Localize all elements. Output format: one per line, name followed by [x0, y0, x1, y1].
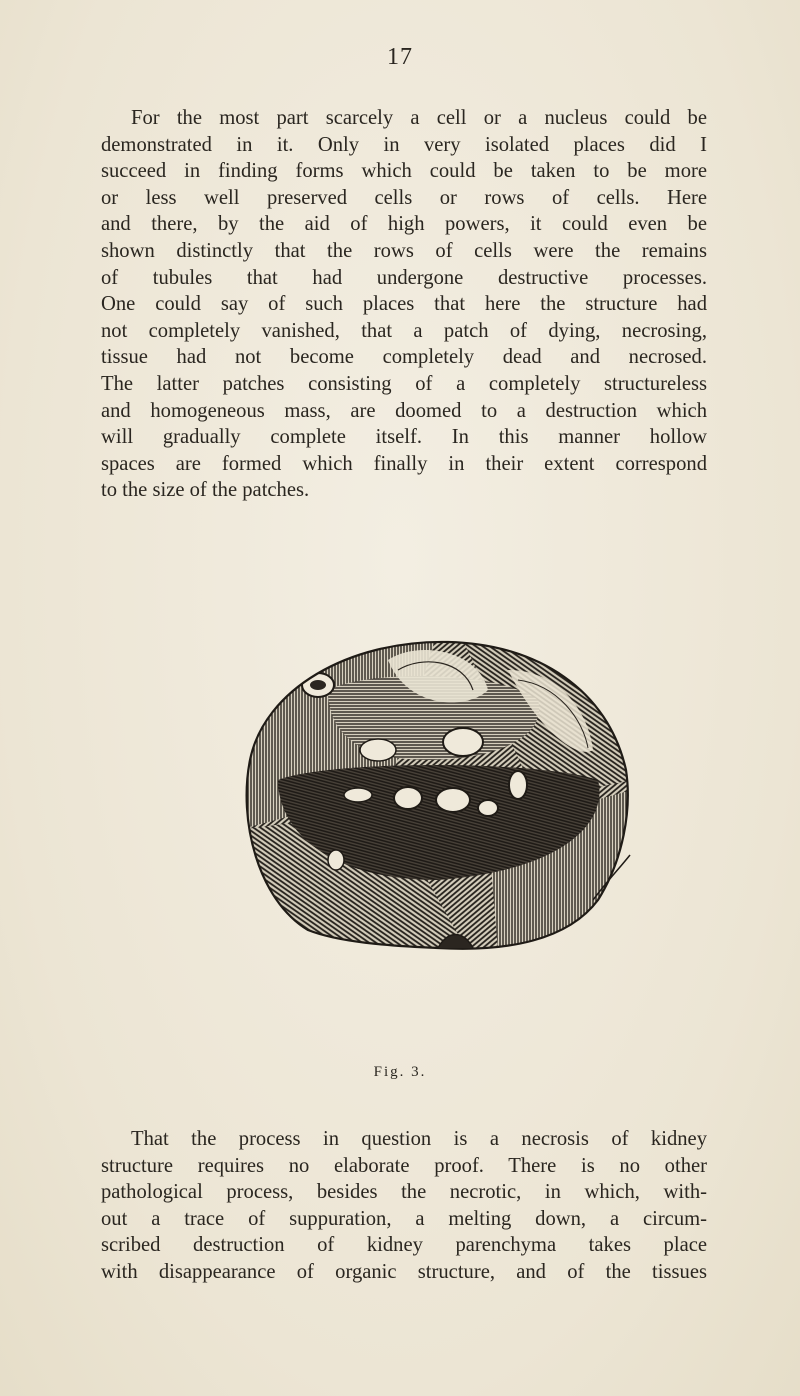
kidney-section-illustration	[238, 630, 632, 952]
text-line: demonstrated in it. Only in very isolated places did I	[101, 133, 707, 156]
text-line: to the size of the patches.	[101, 479, 310, 502]
text-line: with disappearance of organic structure, and of the tissues	[101, 1260, 707, 1283]
text-line: scribed destruction of kidney parenchyma takes place	[101, 1234, 707, 1257]
text-line: spaces are formed which finally in their extent correspond	[101, 452, 707, 475]
text-line: of tubules that had undergone destructive processes.	[101, 266, 707, 289]
text-line: structure requires no elaborate proof. There is no other	[101, 1154, 707, 1177]
text-line: not completely vanished, that a patch of dying, necrosing,	[101, 319, 707, 342]
text-line: shown distinctly that the rows of cells were the remains	[101, 239, 707, 262]
text-line: One could say of such places that here the structure had	[101, 293, 707, 316]
text-line: and homogeneous mass, are doomed to a destruction which	[101, 399, 707, 422]
paragraph-2	[101, 1126, 707, 1286]
text-line: pathological process, besides the necrotic, in which, with-	[101, 1181, 707, 1204]
text-line: will gradually complete itself. In this manner hollow	[101, 426, 707, 449]
paragraph-1	[101, 105, 707, 504]
text-line: For the most part scarcely a cell or a nucleus could be	[131, 107, 707, 129]
figure-caption: Fig. 3.	[373, 1064, 427, 1080]
text-line: or less well preserved cells or rows of cells. Here	[101, 186, 707, 209]
text-line: That the process in question is a necrosis of kidney	[131, 1128, 707, 1150]
text-line: out a trace of suppuration, a melting down, a circum-	[101, 1207, 707, 1230]
text-line: succeed in finding forms which could be taken to be more	[101, 160, 707, 183]
text-line: The latter patches consisting of a completely structureless	[101, 372, 707, 395]
page-number: 17	[387, 44, 413, 70]
text-line: and there, by the aid of high powers, it could even be	[101, 213, 707, 236]
text-line: tissue had not become completely dead and necrosed.	[101, 346, 707, 369]
